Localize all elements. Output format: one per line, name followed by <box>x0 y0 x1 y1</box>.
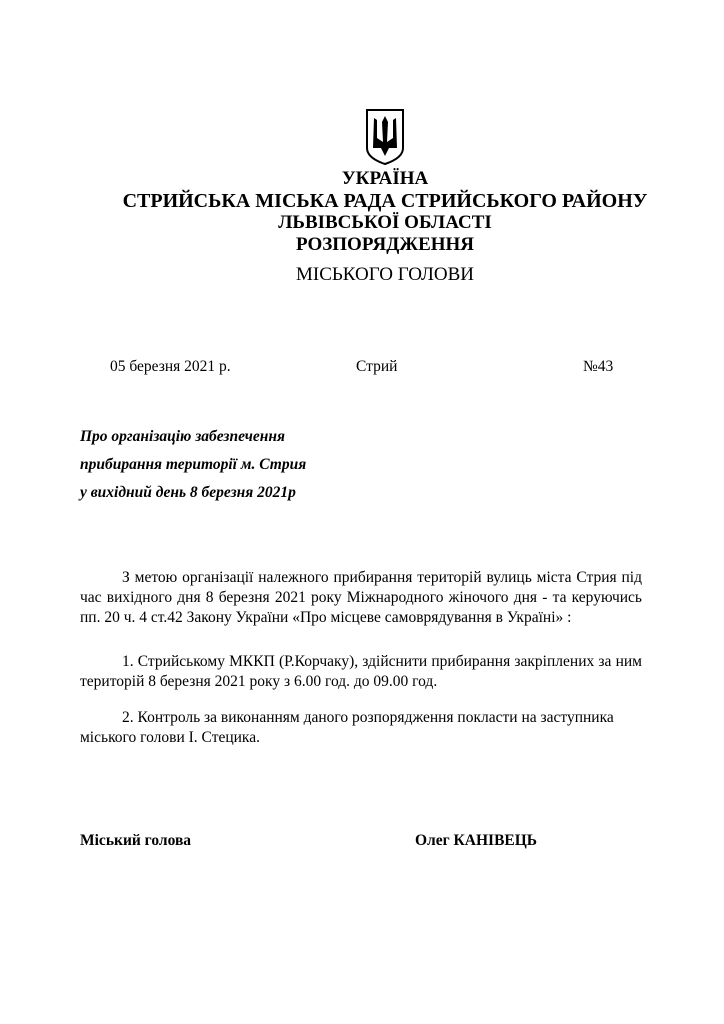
signature-position: Міський голова <box>80 832 192 849</box>
title-line: Про організацію забезпечення <box>80 428 285 445</box>
preamble-paragraph: З метою організації належного прибирання територій вулиць міста Стрия під час вихідного дня 8 березня 2021 року Міжнародного жіночого дня - та керуючись пп. 20 ч. 4 ст.42 Закону України «Про місцеве самоврядування в Україні» : <box>80 569 642 626</box>
order-item: 1. Стрийському МККП (Р.Корчаку), здійснити прибирання закріплених за ним територій 8 березня 2021 року з 6.00 год. до 09.00 год. <box>80 653 642 690</box>
country-heading: УКРАЇНА <box>341 168 429 189</box>
council-heading: СТРИЙСЬКА МІСЬКА РАДА СТРИЙСЬКОГО РАЙОНУ <box>122 190 648 212</box>
title-line: прибирання території м. Стрия <box>80 456 307 473</box>
doc-type-heading: РОЗПОРЯДЖЕННЯ <box>295 234 475 255</box>
signature-name: Олег КАНІВЕЦЬ <box>415 832 538 849</box>
region-heading: ЛЬВІВСЬКОЇ ОБЛАСТІ <box>278 212 492 233</box>
document-place: Стрий <box>356 358 398 375</box>
issuer-heading: МІСЬКОГО ГОЛОВИ <box>296 264 474 285</box>
order-item: 2. Контроль за виконанням даного розпорядження покласти на заступника міського голови І. Стецика. <box>80 709 614 746</box>
trident-coat-of-arms-icon <box>365 108 405 166</box>
title-line: у вихідний день 8 березня 2021р <box>80 484 296 501</box>
document-number: №43 <box>583 358 614 375</box>
document-date: 05 березня 2021 р. <box>110 358 231 375</box>
